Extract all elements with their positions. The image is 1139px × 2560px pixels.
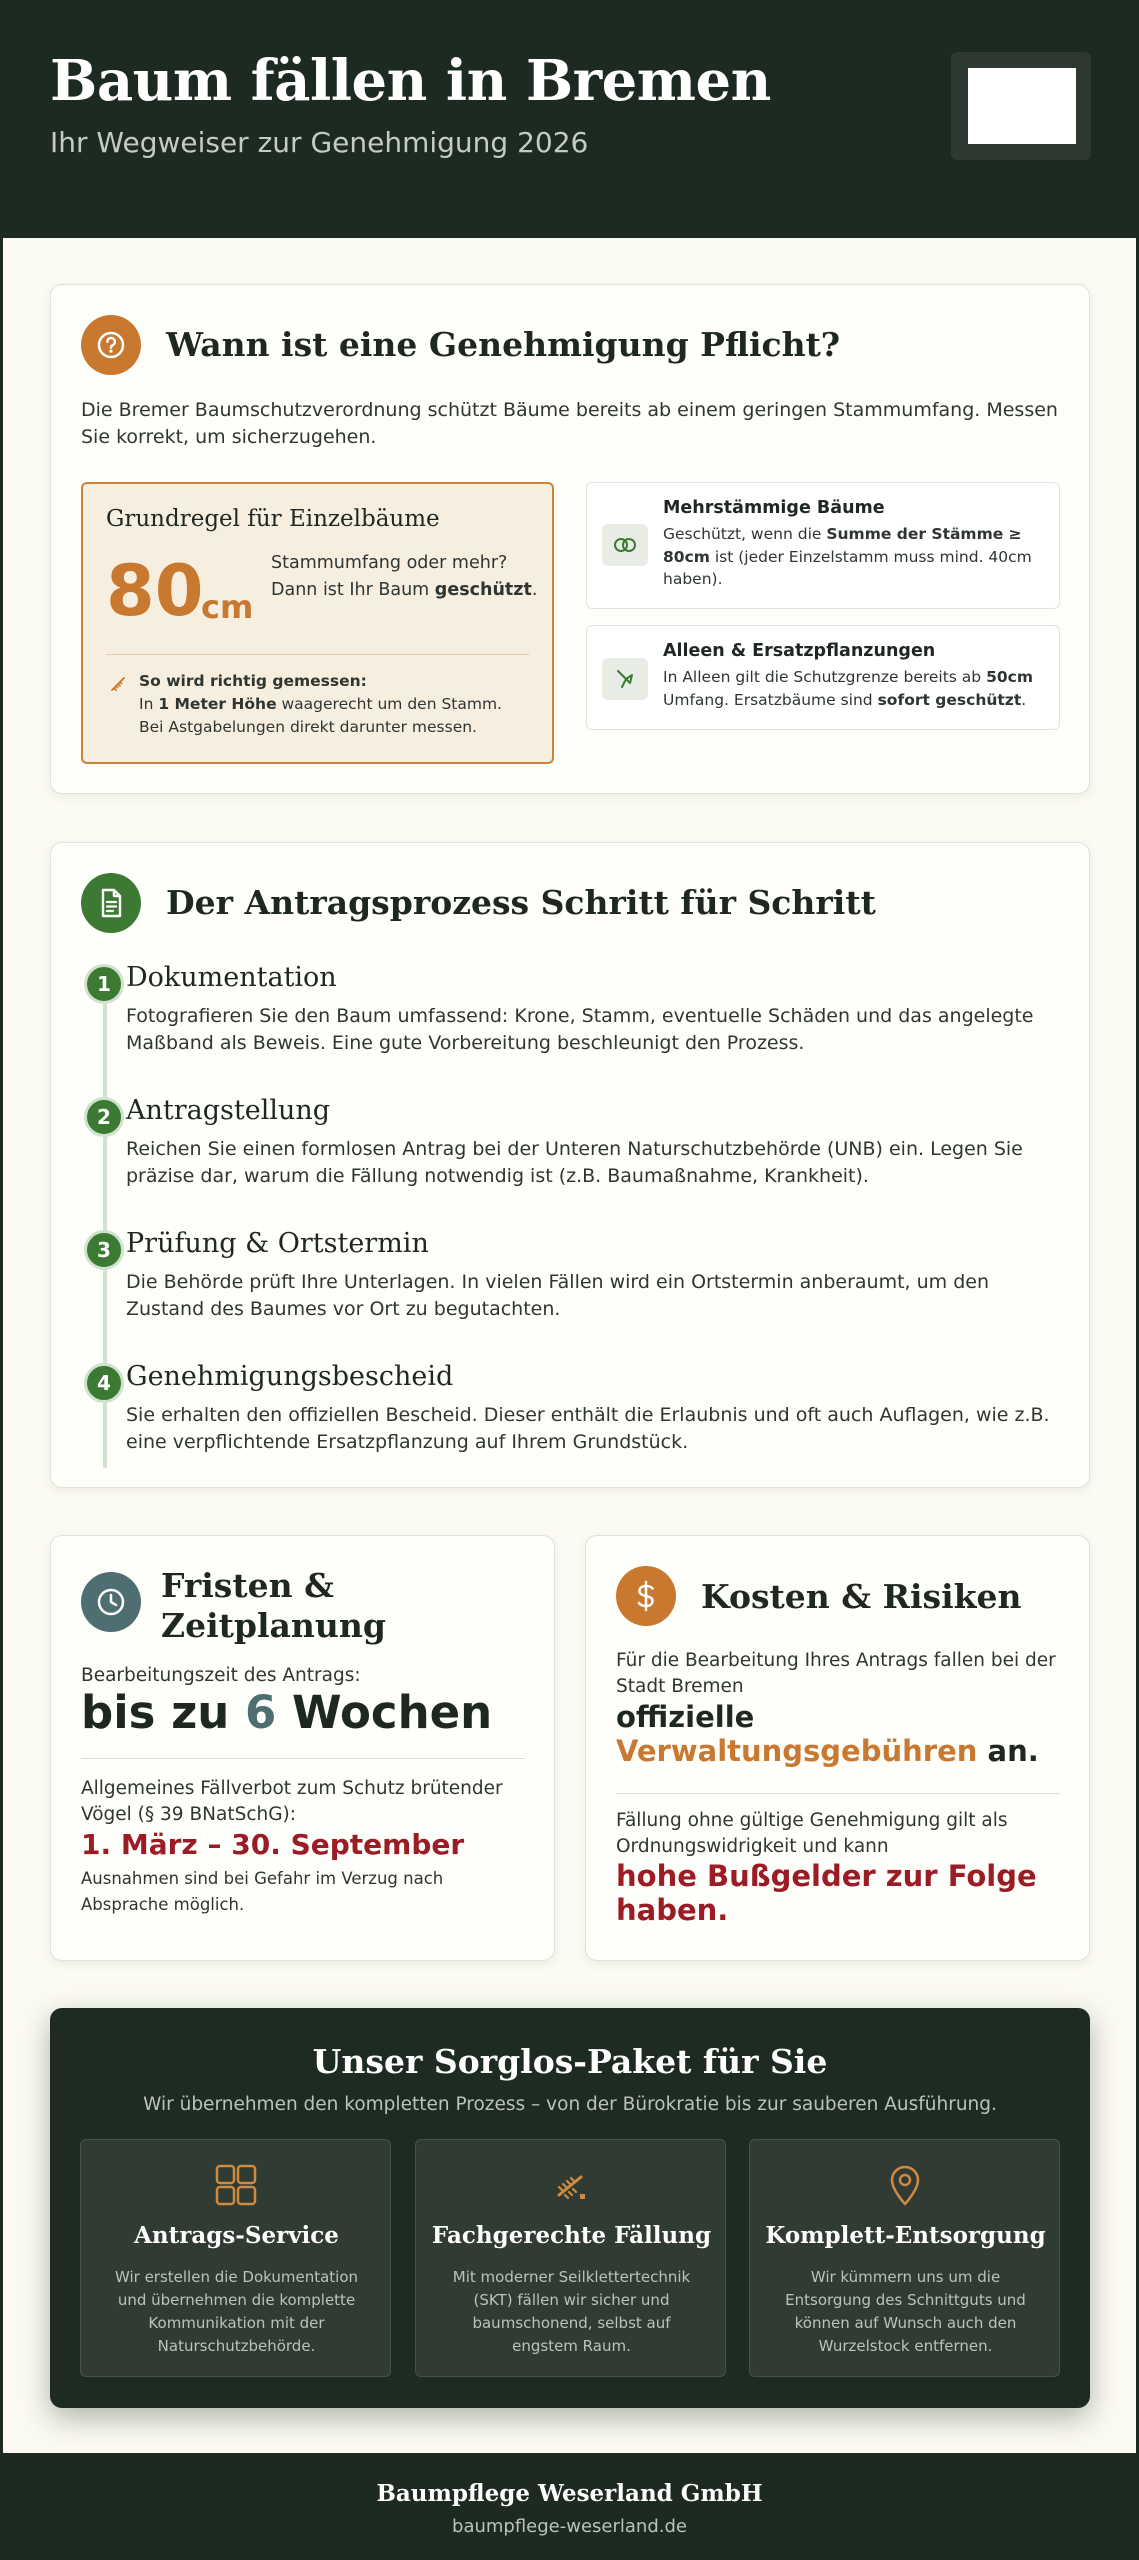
multi-stem-pre: Geschützt, wenn die [663, 525, 827, 543]
rule-unit: cm [201, 588, 254, 626]
avenue-post: . [1021, 690, 1027, 709]
processing-num: 6 [244, 1686, 277, 1739]
page [3, 0, 1136, 2560]
package-title: Unser Sorglos-Paket für Sie [312, 2042, 828, 2081]
ban-note: Ausnahmen sind bei Gefahr im Verzug nach Absprache möglich. [81, 1869, 444, 1914]
rings-icon [602, 524, 648, 566]
permit-intro: Die Bremer Baumschutzverordnung schützt Bäume bereits ab einem geringen Stammumfang. Messen Sie korrekt, um sicherzugehen. [81, 399, 1058, 448]
step-title: Dokumentation [126, 962, 337, 993]
logo-image [968, 68, 1076, 144]
service-description: Wir erstellen die Dokumentation und übernehmen die komplette Kommunikation mit der Naturschutzbehörde. [114, 2268, 359, 2355]
permit-title: Wann ist eine Genehmigung Pflicht? [166, 325, 841, 364]
avenue-mid: Umfang. Ersatzbäume sind [663, 690, 878, 709]
question-circle-icon [81, 315, 141, 375]
rule-desc-bold: geschützt [434, 580, 532, 600]
service-title: Komplett-Entsorgung [765, 2222, 1046, 2249]
step-number: 1 [84, 964, 124, 1004]
divider [616, 1793, 1060, 1794]
service-card [415, 2139, 726, 2377]
multi-stem-title: Mehrstämmige Bäume [663, 498, 885, 518]
deadlines-title-line2: Zeitplanung [161, 1606, 386, 1645]
divider [81, 1758, 525, 1759]
ruler-icon [108, 674, 128, 698]
rule-desc-text: Stammumfang oder mehr? Dann ist Ihr Baum [271, 553, 508, 600]
document-icon [81, 873, 141, 933]
rule-desc-end: . [531, 580, 538, 600]
rule-box [81, 482, 554, 764]
dollar-icon [616, 1566, 676, 1626]
step-title: Genehmigungsbescheid [126, 1361, 454, 1392]
company-name: Baumpflege Weserland GmbH [376, 2480, 763, 2507]
avenue-bold-50cm: 50cm [986, 668, 1033, 686]
step-title: Prüfung & Ortstermin [126, 1228, 429, 1259]
service-title: Fachgerechte Fällung [431, 2222, 712, 2249]
measure-text-pre: In [139, 695, 159, 713]
step-number: 2 [84, 1097, 124, 1137]
step-description: Fotografieren Sie den Baum umfassend: Krone, Stamm, eventuelle Schäden und das angelegte Maßband als Beweis. Eine gute Vorbereitung beschleunigt den Prozess. [126, 1005, 1034, 1054]
step-number: 3 [84, 1230, 124, 1270]
page-footer [3, 2453, 1136, 2560]
avenue-bold-protected: sofort geschützt [877, 690, 1022, 709]
measure-text-bold: 1 Meter Höhe [158, 695, 277, 713]
processing-label: Bearbeitungszeit des Antrags: [81, 1665, 361, 1686]
package-subtitle: Wir übernehmen den kompletten Prozess – von der Bürokratie bis zur sauberen Ausführung. [143, 2094, 997, 2115]
deadlines-title [161, 1566, 386, 1646]
fees-line1: offizielle [616, 1700, 755, 1734]
service-description: Mit moderner Seilklettertechnik (SKT) fällen wir sicher und baumschonend, selbst auf engstem Raum. [452, 2268, 691, 2355]
ban-label: Allgemeines Fällverbot zum Schutz brütender Vögel (§ 39 BNatSchG): [81, 1778, 503, 1825]
risk-label: Fällung ohne gültige Genehmigung gilt als Ordnungswidrigkeit und kann [616, 1810, 1008, 1857]
permit-section [50, 284, 1090, 794]
service-package [50, 2008, 1090, 2408]
website-link[interactable]: baumpflege-weserland.de [452, 2516, 687, 2537]
measure-instruction [139, 670, 529, 739]
rule-description [271, 550, 541, 604]
deadlines-title-line1: Fristen & [161, 1566, 334, 1605]
risk-line1: hohe Bußgelder zur Folge [616, 1859, 1037, 1893]
step-description: Die Behörde prüft Ihre Unterlagen. In vielen Fällen wird ein Ortstermin anberaumt, um den Zustand des Baumes vor Ort zu begutachten. [126, 1271, 990, 1320]
service-description: Wir kümmern uns um die Entsorgung des Schnittguts und können auf Wunsch auch den Wurzelstock entfernen. [785, 2268, 1026, 2355]
fees-post: an. [977, 1734, 1039, 1768]
avenue-pre: In Alleen gilt die Schutzgrenze bereits ab [663, 668, 987, 686]
rule-title: Grundregel für Einzelbäume [106, 506, 440, 532]
logo-placeholder [951, 52, 1091, 160]
avenue-title: Alleen & Ersatzpflanzungen [663, 641, 936, 661]
rule-value: 80 [106, 550, 204, 632]
grid-icon [213, 2162, 259, 2208]
step-number: 4 [84, 1363, 124, 1403]
processing-pre: bis zu [81, 1686, 245, 1739]
costs-title: Kosten & Risiken [701, 1577, 1022, 1616]
service-title: Antrags-Service [134, 2222, 339, 2249]
tree-sprout-icon [602, 658, 648, 700]
step-title: Antragstellung [126, 1095, 331, 1126]
chainsaw-icon [548, 2162, 594, 2208]
fees-highlight: Verwaltungsgebühren [616, 1734, 978, 1768]
clock-icon [81, 1572, 141, 1632]
avenue-desc [663, 666, 1043, 711]
multi-stem-box [586, 482, 1060, 609]
multi-stem-bold: Summe der Stämme ≥ 80cm [663, 525, 1022, 566]
multi-stem-desc [663, 523, 1043, 591]
service-card [80, 2139, 391, 2377]
risk-text [616, 1859, 1066, 1927]
risk-line2: haben. [616, 1893, 729, 1927]
map-pin-icon [882, 2162, 928, 2208]
measure-title: So wird richtig gemessen: [139, 672, 367, 690]
avenue-box [586, 625, 1060, 730]
divider [106, 654, 529, 655]
fees-label: Für die Bearbeitung Ihres Antrags fallen bei der Stadt Bremen [616, 1650, 1056, 1697]
processing-post: Wochen [276, 1686, 493, 1739]
fees-text [616, 1700, 1066, 1768]
page-title: Baum fällen in Bremen [50, 48, 771, 114]
process-section [50, 842, 1090, 1488]
costs-section [585, 1535, 1090, 1961]
page-subtitle: Ihr Wegweiser zur Genehmigung 2026 [50, 126, 589, 159]
measure-text-post: waagerecht um den Stamm. Bei Astgabelungen direkt darunter messen. [139, 695, 502, 736]
page-header [3, 0, 1136, 238]
step-description: Sie erhalten den offiziellen Bescheid. Dieser enthält die Erlaubnis und oft auch Auflagen, wie z.B. eine verpflichtende Ersatzpflanzung auf Ihrem Grundstück. [126, 1404, 1050, 1453]
multi-stem-post: ist (jeder Einzelstamm muss mind. 40cm haben). [663, 547, 1032, 588]
process-title: Der Antragsprozess Schritt für Schritt [166, 883, 876, 922]
ban-period: 1. März – 30. September [81, 1828, 465, 1861]
service-card [749, 2139, 1060, 2377]
processing-time [81, 1686, 492, 1739]
deadlines-section [50, 1535, 555, 1961]
step-description: Reichen Sie einen formlosen Antrag bei der Unteren Naturschutzbehörde (UNB) ein. Legen Sie präzise dar, warum die Fällung notwendig ist (z.B. Baumaßnahme, Krankheit). [126, 1138, 1023, 1187]
